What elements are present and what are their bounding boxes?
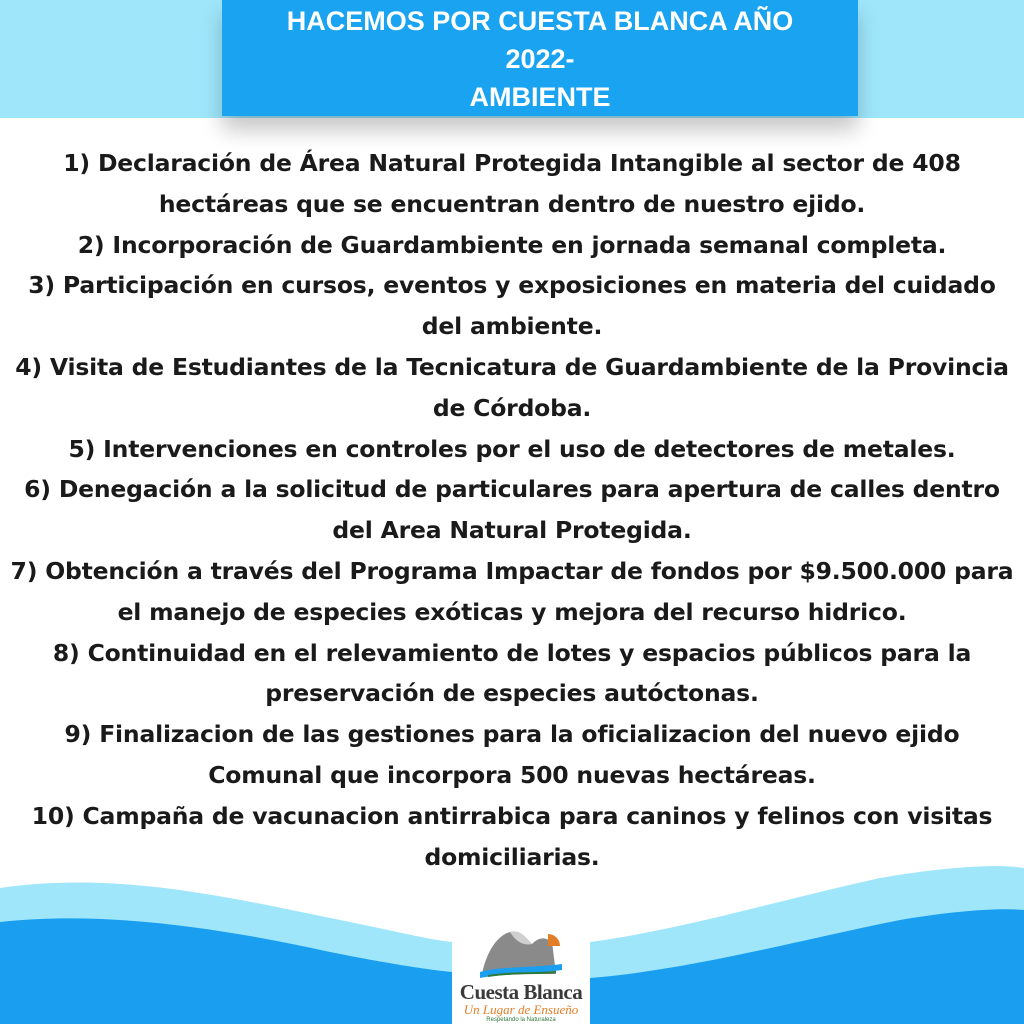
logo-name: Cuesta Blanca xyxy=(459,980,583,1004)
environment-list xyxy=(10,143,1014,877)
title-line-3: AMBIENTE xyxy=(469,82,611,112)
list-item: 2) Incorporación de Guardambiente en jornada semanal completa. xyxy=(77,230,947,259)
title-banner xyxy=(222,0,858,116)
list-item: 8) Continuidad en el relevamiento de lotes y espacios públicos para la preservación de especies autóctonas. xyxy=(52,638,972,708)
title-line-1: HACEMOS POR CUESTA BLANCA AÑO xyxy=(286,6,794,36)
mountain-icon xyxy=(452,924,590,984)
list-item: 3) Participación en cursos, eventos y exposiciones en materia del cuidado del ambiente. xyxy=(28,271,996,341)
logo-tagline: Respetando la Naturaleza xyxy=(486,1017,556,1023)
list-item: 4) Visita de Estudiantes de la Tecnicatura de Guardambiente de la Provincia de Córdoba. xyxy=(15,352,1009,422)
list-item: 10) Campaña de vacunacion antirrabica para caninos y felinos con visitas domiciliarias. xyxy=(31,801,993,871)
list-item: 7) Obtención a través del Programa Impactar de fondos por $9.500.000 para el manejo de especies exóticas y mejora del recurso hidrico. xyxy=(10,556,1014,626)
title-line-2: 2022- xyxy=(505,44,575,74)
list-item: 5) Intervenciones en controles por el uso de detectores de metales. xyxy=(68,434,956,463)
list-item: 6) Denegación a la solicitud de particulares para apertura de calles dentro del Area Natural Protegida. xyxy=(24,475,1000,545)
list-item: 9) Finalizacion de las gestiones para la oficializacion del nuevo ejido Comunal que incorpora 500 nuevas hectáreas. xyxy=(64,720,960,789)
cuesta-blanca-logo xyxy=(452,924,590,1024)
logo-slogan: Un Lugar de Ensueño xyxy=(463,1002,579,1017)
list-item: 1) Declaración de Área Natural Protegida Intangible al sector de 408 hectáreas que se encuentran dentro de nuestro ejido. xyxy=(63,149,961,218)
